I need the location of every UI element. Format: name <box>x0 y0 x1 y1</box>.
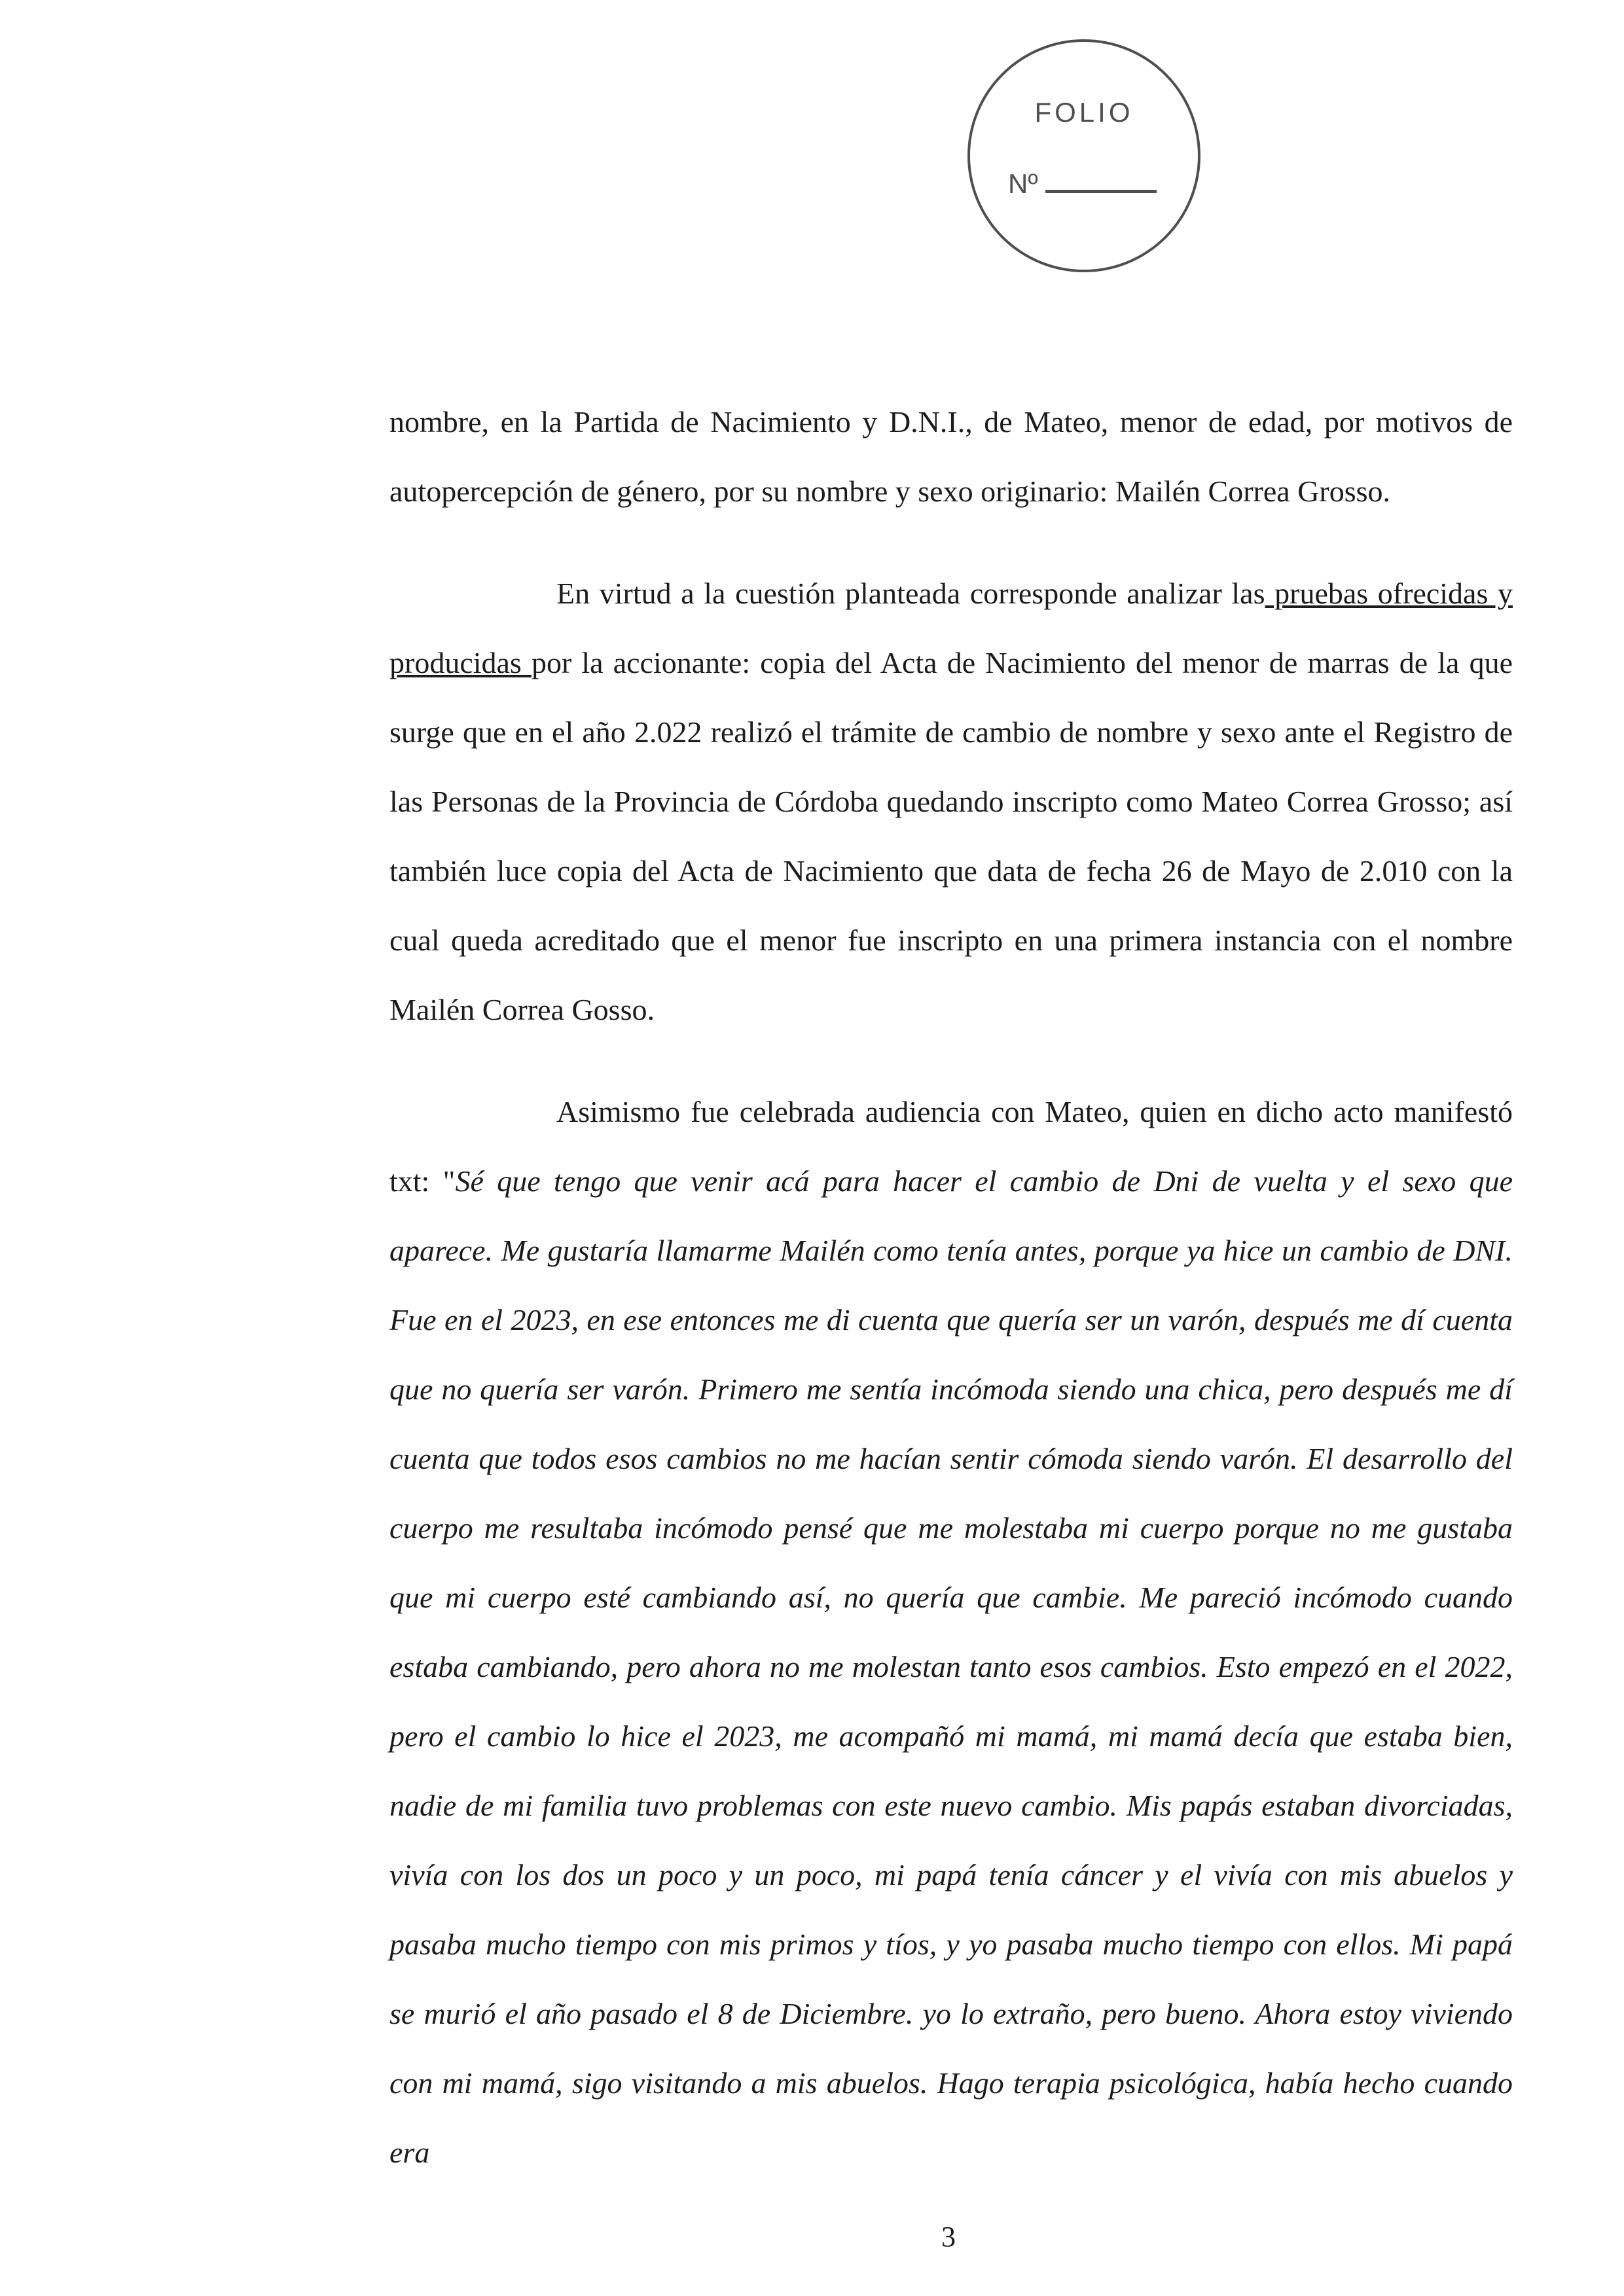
paragraph-2 <box>389 559 1513 1045</box>
page-number: 3 <box>941 2221 956 2253</box>
folio-stamp <box>967 39 1200 272</box>
folio-stamp-number-row <box>1008 166 1157 200</box>
paragraph-3-intro: Asimismo fue celebrada audiencia con Mateo, quien en dicho acto manifestó txt: " <box>389 1095 1513 1198</box>
document-body <box>389 387 1513 2220</box>
paragraph-3 <box>389 1077 1513 2187</box>
paragraph-1-text: nombre, en la Partida de Nacimiento y D.N.I., de Mateo, menor de edad, por motivos de autopercepción de género, por su nombre y sexo originario: Mailén Correa Grosso. <box>389 405 1513 508</box>
paragraph-2-underlined-phrase: pruebas ofrecidas y producidas <box>389 577 1513 679</box>
paragraph-1 <box>389 387 1513 526</box>
folio-number-blank-line <box>1045 166 1157 193</box>
paragraph-2-intro: En virtud a la cuestión planteada corresponde analizar las <box>556 577 1265 610</box>
folio-number-label: Nº <box>1008 168 1038 199</box>
folio-stamp-title: FOLIO <box>1034 97 1134 128</box>
paragraph-2-rest: por la accionante: copia del Acta de Nacimiento del menor de marras de la que surge que en el año 2.022 realizó el trámite de cambio de nombre y sexo ante el Registro de las Personas de la Provincia de Córdoba quedando inscripto como Mateo Correa Grosso; así también luce copia del Acta de Nacimiento que data de fecha 26 de Mayo de 2.010 con la cual queda acreditado que el menor fue inscripto en una primera instancia con el nombre Mailén Correa Gosso. <box>389 646 1513 1026</box>
paragraph-3-quoted-testimony: Sé que tengo que venir acá para hacer el cambio de Dni de vuelta y el sexo que aparece. Me gustaría llamarme Mailén como tenía antes, porque ya hice un cambio de DNI. Fue en el 2023, en ese entonces me di cuenta que quería ser un varón, después me dí cuenta que no quería ser varón. Primero me sentía incómoda siendo una chica, pero después me dí cuenta que todos esos cambios no me hacían sentir cómoda siendo varón. El desarrollo del cuerpo me resultaba incómodo pensé que me molestaba mi cuerpo porque no me gustaba que mi cuerpo esté cambiando así, no quería que cambie. Me pareció incómodo cuando estaba cambiando, pero ahora no me molestan tanto esos cambios. Esto empezó en el 2022, pero el cambio lo hice el 2023, me acompañó mi mamá, mi mamá decía que estaba bien, nadie de mi familia tuvo problemas con este nuevo cambio. Mis papás estaban divorciadas, vivía con los dos un poco y un poco, mi papá tenía cáncer y el vivía con mis abuelos y pasaba mucho tiempo con mis primos y tíos, y yo pasaba mucho tiempo con ellos. Mi papá se murió el año pasado el 8 de Diciembre. yo lo extraño, pero bueno. Ahora estoy viviendo con mi mamá, sigo visitando a mis abuelos. Hago terapia psicológica, había hecho cuando era <box>389 1164 1513 2169</box>
